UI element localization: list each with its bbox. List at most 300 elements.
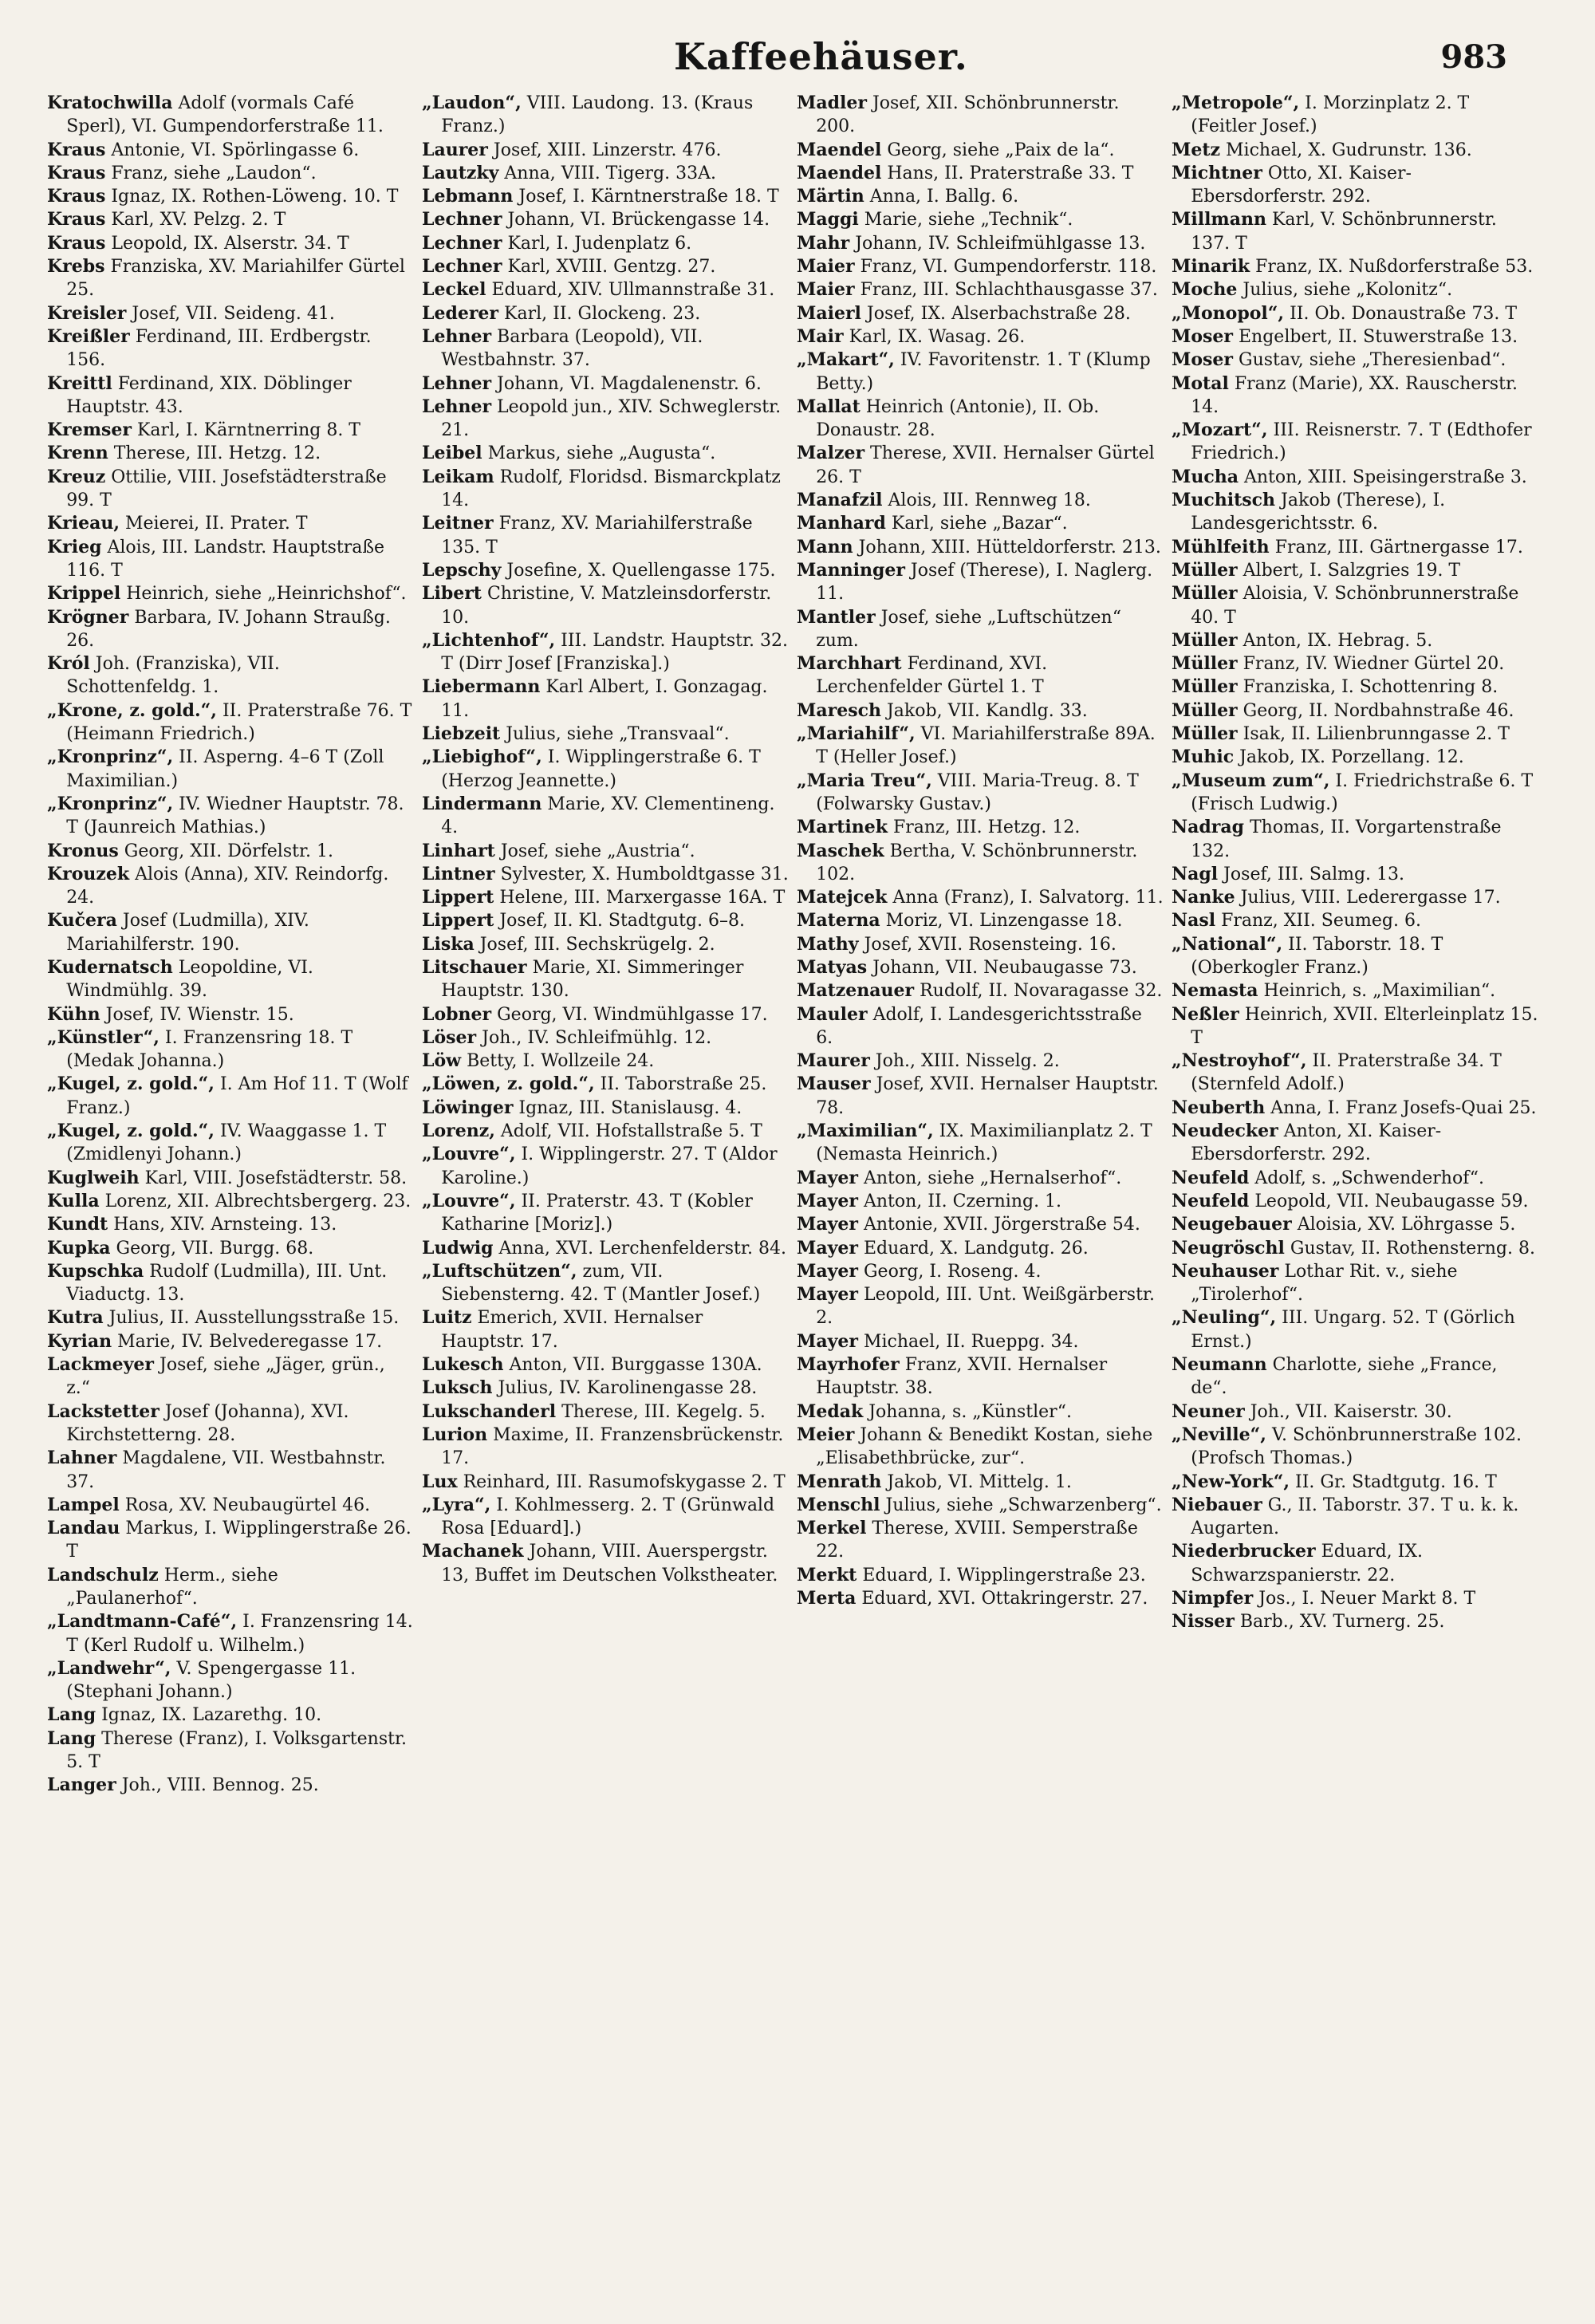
directory-entry	[797, 979, 1164, 1002]
entry-name: Kühn	[47, 1003, 100, 1025]
entry-details: II. Praterstr. 43. T (Kobler Katharine [Moriz].)	[441, 1191, 753, 1235]
directory-entry	[797, 162, 1164, 185]
entry-name: Mann	[797, 536, 853, 557]
entry-name: Merkt	[797, 1564, 857, 1585]
entry-name: Minarik	[1172, 256, 1250, 278]
directory-entry	[47, 840, 414, 863]
entry-name: „Löwen, z. gold.“,	[422, 1073, 595, 1095]
entry-name: Lobner	[422, 1003, 492, 1025]
entry-name: Müller	[1172, 629, 1238, 651]
entry-details: Ignaz, IX. Lazarethg. 10.	[101, 1705, 322, 1726]
directory-entry	[1172, 629, 1538, 652]
directory-entry	[422, 1143, 789, 1190]
entry-details: Sylvester, X. Humboldtgasse 31.	[500, 864, 789, 884]
entry-details: I. Friedrichstraße 6. T (Frisch Ludwig.)	[1191, 770, 1534, 814]
entry-details: Josef, XVII. Hernalser Hauptstr. 78.	[816, 1074, 1159, 1118]
entry-name: Lahner	[47, 1448, 117, 1469]
directory-entry	[422, 1400, 789, 1424]
directory-entry	[797, 255, 1164, 278]
entry-details: Charlotte, siehe „France, de“.	[1191, 1355, 1498, 1399]
entry-details: V. Schönbrunnerstraße 102. (Profsch Thomas.)	[1191, 1424, 1522, 1469]
directory-entry	[47, 746, 414, 793]
entry-name: „Monopol“,	[1172, 302, 1285, 324]
entry-details: Barbara (Leopold), VII. Westbahnstr. 37.	[441, 326, 703, 371]
entry-details: I. Wipplingerstr. 27. T (Aldor Karoline.)	[441, 1144, 778, 1188]
entry-name: „Kronprinz“,	[47, 746, 174, 768]
entry-details: Marie, XI. Simmeringer Hauptstr. 130.	[441, 957, 744, 1002]
entry-name: Kreittl	[47, 372, 112, 394]
entry-details: Rudolf (Ludmilla), III. Unt. Viaductg. 13.	[66, 1261, 388, 1306]
directory-entry	[422, 1471, 789, 1494]
entry-details: Josef (Therese), I. Naglerg. 11.	[816, 560, 1153, 605]
directory-entry	[422, 278, 789, 301]
entry-details: Hans, II. Praterstraße 33. T	[887, 163, 1134, 183]
directory-entry	[47, 208, 414, 231]
directory-entry	[797, 278, 1164, 301]
entry-name: Lukesch	[422, 1354, 504, 1376]
entry-details: Therese, XVIII. Semperstraße 22.	[816, 1518, 1138, 1562]
entry-name: Matyas	[797, 956, 868, 978]
entry-name: Michtner	[1172, 162, 1262, 183]
entry-details: Franz, siehe „Laudon“.	[111, 163, 317, 183]
page-title: Kaffeehäuser.	[674, 35, 968, 78]
entry-name: „Lichtenhof“,	[422, 629, 556, 651]
entry-name: Maier	[797, 256, 855, 278]
entry-name: Manninger	[797, 559, 905, 581]
directory-entry	[422, 92, 789, 139]
entry-details: Marie, siehe „Technik“.	[864, 210, 1073, 230]
directory-entry	[47, 1727, 414, 1775]
directory-columns	[44, 92, 1543, 2301]
directory-entry	[797, 933, 1164, 956]
directory-entry	[47, 1167, 414, 1190]
entry-name: Neuhauser	[1172, 1260, 1279, 1282]
entry-name: Landau	[47, 1518, 120, 1539]
entry-details: Michael, II. Rueppg. 34.	[863, 1331, 1079, 1352]
directory-entry	[422, 1003, 789, 1026]
directory-entry	[797, 1494, 1164, 1517]
directory-entry	[422, 1540, 789, 1587]
directory-entry	[422, 840, 789, 863]
entry-details: III. Landstr. Hauptstr. 32. T (Dirr Josef [Franziska].)	[441, 630, 789, 675]
entry-details: Aloisia, XV. Löhrgasse 5.	[1297, 1215, 1516, 1235]
entry-name: Nasl	[1172, 910, 1216, 932]
entry-name: Langer	[47, 1775, 116, 1796]
directory-entry	[422, 1120, 789, 1143]
entry-details: Georg, I. Roseng. 4.	[863, 1261, 1042, 1282]
entry-name: Landschulz	[47, 1564, 159, 1585]
directory-entry	[1172, 699, 1538, 723]
entry-details: Josef, siehe „Austria“.	[500, 841, 695, 861]
entry-details: I. Am Hof 11. T (Wolf Franz.)	[66, 1074, 408, 1118]
directory-entry	[422, 325, 789, 372]
directory-entry	[1172, 92, 1538, 139]
entry-name: „Liebighof“,	[422, 746, 542, 768]
directory-entry	[422, 255, 789, 278]
entry-details: Jakob, IX. Porzellang. 12.	[1239, 747, 1464, 768]
directory-entry	[797, 1120, 1164, 1167]
entry-details: Lothar Rit. v., siehe „Tirolerhof“.	[1191, 1261, 1458, 1306]
directory-entry	[797, 1517, 1164, 1564]
directory-entry	[1172, 582, 1538, 629]
entry-details: Anton, VII. Burggasse 130A.	[509, 1355, 762, 1376]
entry-name: Mauler	[797, 1003, 868, 1025]
directory-entry	[422, 956, 789, 1003]
entry-name: Kreißler	[47, 325, 130, 347]
directory-entry	[422, 1377, 789, 1400]
entry-name: Lampel	[47, 1494, 120, 1515]
entry-name: Lechner	[422, 209, 502, 230]
entry-details: Josef, XII. Schönbrunnerstr. 200.	[816, 93, 1120, 137]
entry-name: Kremser	[47, 420, 132, 441]
entry-name: „Louvre“,	[422, 1144, 516, 1165]
entry-name: „Metropole“,	[1172, 93, 1300, 113]
directory-entry	[422, 372, 789, 396]
entry-name: Kronus	[47, 840, 119, 861]
entry-name: „Mariahilf“,	[797, 723, 916, 745]
entry-details: Anton, II. Czerning. 1.	[863, 1191, 1062, 1211]
directory-entry	[422, 232, 789, 255]
entry-details: Johann, VIII. Auerspergstr. 13, Buffet im Deutschen Volkstheater.	[441, 1542, 778, 1585]
entry-name: Lechner	[422, 256, 502, 278]
entry-details: Johann, VII. Neubaugasse 73.	[872, 957, 1137, 978]
directory-entry	[47, 1564, 414, 1611]
directory-entry	[1172, 770, 1538, 817]
entry-name: Lux	[422, 1471, 458, 1492]
directory-entry	[797, 1587, 1164, 1610]
directory-entry	[797, 956, 1164, 979]
entry-name: Malzer	[797, 443, 865, 464]
entry-details: Adolf, VII. Hofstallstraße 5. T	[500, 1121, 762, 1142]
entry-details: II. Praterstraße 34. T (Sternfeld Adolf.)	[1191, 1051, 1502, 1095]
entry-details: Julius, siehe „Schwarzenberg“.	[885, 1495, 1162, 1515]
entry-details: Barbara, IV. Johann Straußg. 26.	[66, 607, 391, 651]
entry-name: Liebzeit	[422, 723, 501, 745]
entry-name: Muhic	[1172, 746, 1235, 768]
entry-details: V. Spengergasse 11. (Stephani Johann.)	[66, 1658, 356, 1703]
directory-entry	[422, 1424, 789, 1471]
entry-name: Krippel	[47, 583, 121, 605]
directory-entry	[47, 1237, 414, 1260]
entry-details: II. Asperng. 4–6 T (Zoll Maximilian.)	[66, 747, 384, 791]
directory-entry	[422, 1097, 789, 1120]
entry-name: Mucha	[1172, 466, 1239, 487]
directory-entry	[47, 1073, 414, 1120]
directory-entry	[47, 512, 414, 535]
entry-details: Ferdinand, XIX. Döblinger Hauptstr. 43.	[66, 373, 352, 417]
entry-name: Linhart	[422, 840, 495, 861]
entry-details: Joh., VII. Kaiserstr. 30.	[1250, 1401, 1452, 1422]
directory-entry	[797, 489, 1164, 512]
entry-details: Ignaz, IX. Rothen-Löweng. 10. T	[111, 187, 399, 207]
entry-name: Maresch	[797, 699, 881, 721]
entry-details: III. Ungarg. 52. T (Görlich Ernst.)	[1191, 1308, 1515, 1352]
entry-name: Lehner	[422, 325, 492, 347]
entry-details: Joh. (Franziska), VII. Schottenfeldg. 1.	[66, 654, 280, 698]
entry-details: Markus, siehe „Augusta“.	[487, 443, 716, 464]
directory-entry	[797, 1260, 1164, 1283]
entry-name: Krenn	[47, 443, 108, 464]
entry-name: Kupka	[47, 1237, 111, 1259]
entry-details: Franz, XVII. Hernalser Hauptstr. 38.	[816, 1355, 1108, 1399]
directory-entry	[47, 1003, 414, 1026]
directory-entry	[422, 162, 789, 185]
directory-entry	[1172, 1306, 1538, 1353]
entry-details: Anton, IX. Hebrag. 5.	[1243, 630, 1433, 651]
column-2	[419, 92, 794, 2301]
directory-entry	[47, 1774, 414, 1797]
entry-name: Medak	[797, 1400, 864, 1422]
directory-entry	[797, 909, 1164, 932]
directory-entry	[797, 1073, 1164, 1120]
entry-name: Menschl	[797, 1494, 880, 1515]
directory-entry	[47, 582, 414, 605]
entry-name: „Maria Treu“,	[797, 770, 932, 791]
entry-name: Lang	[47, 1704, 96, 1726]
entry-details: Maxime, II. Franzensbrückenstr. 17.	[441, 1424, 784, 1469]
directory-entry	[47, 1494, 414, 1517]
directory-entry	[47, 1260, 414, 1307]
entry-details: Therese, III. Kegelg. 5.	[561, 1401, 766, 1422]
entry-name: Meier	[797, 1424, 855, 1445]
entry-details: Julius, IV. Karolinengasse 28.	[498, 1378, 758, 1399]
directory-entry	[797, 442, 1164, 489]
directory-entry	[1172, 349, 1538, 372]
entry-details: Rudolf, Floridsd. Bismarckplatz 14.	[441, 467, 781, 511]
entry-details: Rudolf, II. Novaragasse 32.	[920, 981, 1163, 1002]
entry-name: Kratochwilla	[47, 93, 173, 113]
directory-entry	[797, 325, 1164, 349]
entry-details: Jakob, VI. Mittelg. 1.	[887, 1471, 1072, 1492]
directory-entry	[797, 699, 1164, 723]
directory-entry	[422, 863, 789, 886]
entry-name: Maschek	[797, 840, 884, 861]
entry-details: Marie, IV. Belvederegasse 17.	[117, 1331, 383, 1352]
directory-entry	[47, 185, 414, 208]
entry-name: Liebermann	[422, 676, 541, 698]
directory-entry	[422, 1237, 789, 1260]
directory-entry	[47, 1517, 414, 1564]
entry-details: Heinrich, siehe „Heinrichshof“.	[126, 584, 407, 605]
directory-entry	[422, 746, 789, 793]
entry-name: Merkel	[797, 1518, 867, 1539]
entry-name: Kraus	[47, 162, 106, 183]
directory-entry	[1172, 559, 1538, 582]
entry-name: Muchitsch	[1172, 490, 1276, 511]
entry-details: Heinrich, s. „Maximilian“.	[1263, 981, 1496, 1002]
entry-details: Julius, II. Ausstellungsstraße 15.	[108, 1308, 400, 1329]
entry-details: Therese (Franz), I. Volksgartenstr. 5. T	[66, 1728, 408, 1773]
entry-name: Löw	[422, 1050, 462, 1072]
entry-details: Eduard, XVI. Ottakringerstr. 27.	[861, 1589, 1148, 1609]
entry-name: Kupschka	[47, 1260, 144, 1282]
entry-details: Josef, IV. Wienstr. 15.	[105, 1004, 294, 1025]
entry-name: Metz	[1172, 139, 1221, 160]
entry-name: Lehner	[422, 372, 492, 394]
directory-entry	[797, 1330, 1164, 1353]
directory-entry	[47, 956, 414, 1003]
entry-details: Betty, I. Wollzeile 24.	[467, 1051, 655, 1072]
directory-entry	[1172, 1237, 1538, 1260]
entry-details: Thomas, II. Vorgartenstraße 132.	[1191, 817, 1502, 861]
entry-name: „Louvre“,	[422, 1190, 516, 1211]
entry-name: „Neville“,	[1172, 1424, 1266, 1445]
entry-details: Josef, XIII. Linzerstr. 476.	[493, 140, 722, 160]
directory-entry	[797, 1353, 1164, 1400]
directory-entry	[47, 232, 414, 255]
entry-name: Maierl	[797, 302, 861, 324]
entry-details: Jakob (Therese), I. Landesgerichtsstr. 6.	[1191, 490, 1446, 534]
directory-entry	[797, 1213, 1164, 1236]
entry-details: Anton, XIII. Speisingerstraße 3.	[1244, 467, 1527, 487]
entry-details: II. Taborstr. 18. T (Oberkogler Franz.)	[1191, 934, 1443, 978]
entry-name: „National“,	[1172, 933, 1283, 955]
entry-name: Millmann	[1172, 209, 1266, 230]
directory-entry	[1172, 1540, 1538, 1587]
entry-details: Karl, II. Glockeng. 23.	[504, 303, 701, 324]
entry-name: Materna	[797, 910, 880, 932]
entry-details: Franz, XII. Seumeg. 6.	[1221, 911, 1421, 932]
directory-entry	[1172, 278, 1538, 301]
directory-entry	[422, 886, 789, 909]
directory-entry	[47, 466, 414, 513]
entry-details: Julius, siehe „Transvaal“.	[506, 724, 730, 745]
entry-name: Neufeld	[1172, 1190, 1250, 1211]
directory-entry	[47, 699, 414, 746]
directory-entry	[422, 1494, 789, 1541]
entry-details: Josef, VII. Seideng. 41.	[132, 303, 335, 324]
entry-name: Maier	[797, 279, 855, 301]
entry-name: Märtin	[797, 186, 864, 207]
directory-entry	[797, 185, 1164, 208]
entry-details: Karl, IX. Wasag. 26.	[849, 326, 1026, 347]
directory-entry	[1172, 1120, 1538, 1167]
directory-entry	[47, 1330, 414, 1353]
entry-details: Hans, XIV. Arnsteing. 13.	[113, 1215, 337, 1235]
entry-details: II. Praterstraße 76. T (Heimann Friedrich.)	[66, 700, 412, 745]
entry-name: Luitz	[422, 1307, 472, 1329]
entry-name: Nisser	[1172, 1611, 1235, 1633]
entry-details: Georg, II. Nordbahnstraße 46.	[1243, 700, 1514, 721]
entry-details: Moriz, VI. Linzengasse 18.	[885, 911, 1123, 932]
directory-entry	[422, 185, 789, 208]
entry-name: Moser	[1172, 349, 1233, 371]
entry-details: Gustav, II. Rothensterng. 8.	[1290, 1238, 1535, 1259]
entry-details: Marie, XV. Clementineng. 4.	[441, 794, 775, 838]
directory-entry	[422, 909, 789, 932]
entry-details: Alois, III. Rennweg 18.	[888, 490, 1091, 511]
column-4	[1168, 92, 1543, 2301]
directory-entry	[797, 770, 1164, 817]
entry-details: Josef (Ludmilla), XIV. Mariahilferstr. 190.	[66, 911, 309, 955]
entry-name: „Künstler“,	[47, 1026, 160, 1048]
entry-details: I. Franzensring 14. T (Kerl Rudolf u. Wilhelm.)	[66, 1612, 413, 1656]
directory-entry	[422, 1306, 789, 1353]
directory-entry	[47, 536, 414, 583]
entry-details: Rosa, XV. Neubaugürtel 46.	[124, 1495, 371, 1515]
page-header	[0, 24, 1595, 88]
entry-details: Karl, XVIII. Gentzg. 27.	[507, 257, 716, 278]
entry-details: Anna, VIII. Tigerg. 33A.	[504, 163, 716, 183]
entry-details: Johanna, s. „Künstler“.	[868, 1401, 1072, 1422]
entry-details: Josef (Johanna), XVI. Kirchstetterng. 28.	[66, 1401, 349, 1445]
entry-name: Lindermann	[422, 793, 542, 814]
directory-entry	[47, 372, 414, 420]
entry-details: Joh., IV. Schleifmühlg. 12.	[482, 1027, 712, 1048]
entry-name: „New-York“,	[1172, 1471, 1290, 1492]
entry-name: Müller	[1172, 723, 1238, 745]
directory-entry	[47, 652, 414, 699]
entry-details: Josef, siehe „Jäger, grün., z.“	[66, 1355, 385, 1399]
directory-entry	[422, 793, 789, 840]
entry-details: Michael, X. Gudrunstr. 136.	[1226, 140, 1472, 160]
directory-entry	[1172, 208, 1538, 255]
entry-name: Nemasta	[1172, 980, 1258, 1002]
entry-name: Mühlfeith	[1172, 536, 1270, 557]
entry-details: Josef, XVII. Rosensteing. 16.	[864, 934, 1116, 955]
entry-name: Luksch	[422, 1377, 493, 1399]
entry-details: G., II. Taborstr. 37. T u. k. k. Augarten.	[1191, 1495, 1519, 1539]
entry-details: Julius, VIII. Lederergasse 17.	[1240, 888, 1501, 908]
entry-name: Nadrag	[1172, 817, 1244, 838]
directory-entry	[422, 1026, 789, 1050]
entry-name: Leibel	[422, 443, 482, 464]
entry-name: Lechner	[422, 232, 502, 254]
entry-details: Georg, XII. Dörfelstr. 1.	[124, 841, 334, 861]
entry-name: Liska	[422, 933, 475, 955]
directory-entry	[1172, 325, 1538, 349]
entry-name: „Makart“,	[797, 349, 895, 371]
entry-details: Anna (Franz), I. Salvatorg. 11.	[892, 888, 1164, 908]
entry-name: Mantler	[797, 606, 876, 628]
entry-details: Franz, III. Schlachthausgasse 37.	[860, 280, 1158, 301]
directory-entry	[1172, 933, 1538, 980]
directory-entry	[797, 349, 1164, 396]
entry-name: Mahr	[797, 232, 850, 254]
directory-entry	[797, 652, 1164, 699]
directory-entry	[422, 1353, 789, 1377]
entry-details: Therese, III. Hetzg. 12.	[113, 443, 321, 464]
entry-details: Johann & Benedikt Kostan, siehe „Elisabethbrücke, zur“.	[816, 1424, 1153, 1469]
entry-details: Julius, siehe „Kolonitz“.	[1243, 280, 1453, 301]
entry-details: Georg, VI. Windmühlgasse 17.	[497, 1004, 768, 1025]
entry-name: Lautzky	[422, 162, 499, 183]
entry-details: Leopold, IX. Alserstr. 34. T	[111, 233, 349, 254]
entry-name: Kundt	[47, 1214, 108, 1235]
entry-name: Maendel	[797, 139, 882, 160]
entry-name: Kuglweih	[47, 1167, 140, 1188]
entry-name: „Kronprinz“,	[47, 793, 174, 814]
entry-details: Eduard, IX. Schwarzspanierstr. 22.	[1191, 1542, 1423, 1585]
entry-name: Motal	[1172, 372, 1229, 394]
entry-name: Mayer	[797, 1237, 858, 1259]
entry-details: Jos., I. Neuer Markt 8. T	[1258, 1589, 1476, 1609]
entry-name: Lippert	[422, 910, 494, 932]
directory-entry	[1172, 723, 1538, 746]
entry-details: Emerich, XVII. Hernalser Hauptstr. 17.	[441, 1308, 703, 1352]
entry-name: Manafzil	[797, 490, 883, 511]
entry-details: Anton, siehe „Hernalserhof“.	[863, 1168, 1122, 1188]
entry-name: „Krone, z. gold.“,	[47, 699, 217, 721]
entry-details: Eduard, X. Landgutg. 26.	[863, 1238, 1089, 1259]
entry-name: Kraus	[47, 186, 106, 207]
directory-entry	[1172, 466, 1538, 489]
entry-name: Machanek	[422, 1541, 524, 1562]
entry-name: Kreuz	[47, 466, 106, 487]
directory-entry	[1172, 1587, 1538, 1610]
entry-details: Reinhard, III. Rasumofskygasse 2. T	[463, 1471, 786, 1492]
directory-entry	[1172, 162, 1538, 209]
